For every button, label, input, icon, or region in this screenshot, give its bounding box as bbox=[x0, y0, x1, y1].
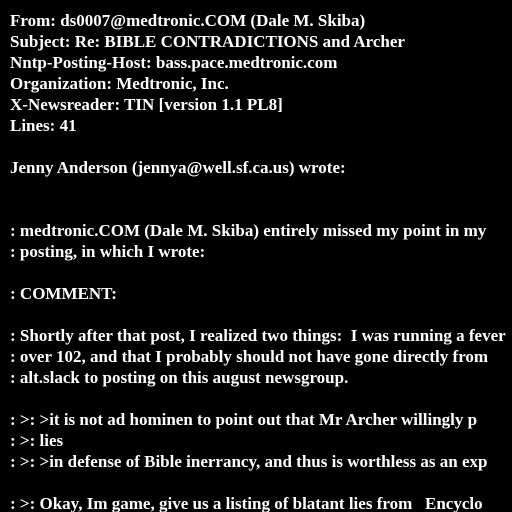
attribution-line: Jenny Anderson (jennya@well.sf.ca.us) wrote: bbox=[10, 158, 346, 177]
quoted-line: : >: lies bbox=[10, 431, 64, 450]
blank-line bbox=[10, 199, 512, 220]
blank-line bbox=[10, 388, 512, 409]
quoted-line: : over 102, and that I probably should not have gone directly from bbox=[10, 347, 489, 366]
header-nntp-posting-host bbox=[10, 52, 512, 73]
header-newsreader: X-Newsreader: TIN [version 1.1 PL8] bbox=[10, 95, 283, 114]
blank-line bbox=[10, 472, 512, 493]
quoted-line: : >: Okay, Im game, give us a listing of blatant lies from Encyclo bbox=[10, 494, 483, 512]
header-lines: Lines: 41 bbox=[10, 116, 77, 135]
header-nntp-posting-host-text: Nntp-Posting-Host: bass.pace.medtronic.com bbox=[10, 53, 338, 72]
blank-line bbox=[10, 304, 512, 325]
blank-line bbox=[10, 178, 512, 199]
quoted-line: : >: >it is not ad hominen to point out that Mr Archer willingly p bbox=[10, 410, 478, 429]
quoted-line: : alt.slack to posting on this august newsgroup. bbox=[10, 368, 349, 387]
header-subject: Subject: Re: BIBLE CONTRADICTIONS and Archer bbox=[10, 32, 405, 51]
quoted-comment-line: : COMMENT: bbox=[10, 284, 117, 303]
message-text bbox=[10, 10, 512, 512]
quoted-line: : >: >in defense of Bible inerrancy, and thus is worthless as an exp bbox=[10, 452, 488, 471]
quoted-line: : Shortly after that post, I realized two things: I was running a fever bbox=[10, 326, 506, 345]
quoted-line: : medtronic.COM (Dale M. Skiba) entirely missed my point in my bbox=[10, 221, 487, 240]
blank-line bbox=[10, 136, 512, 157]
quoted-line: : posting, in which I wrote: bbox=[10, 242, 206, 261]
header-from: From: ds0007@medtronic.COM (Dale M. Skiba) bbox=[10, 11, 366, 30]
header-organization: Organization: Medtronic, Inc. bbox=[10, 74, 229, 93]
blank-line bbox=[10, 262, 512, 283]
